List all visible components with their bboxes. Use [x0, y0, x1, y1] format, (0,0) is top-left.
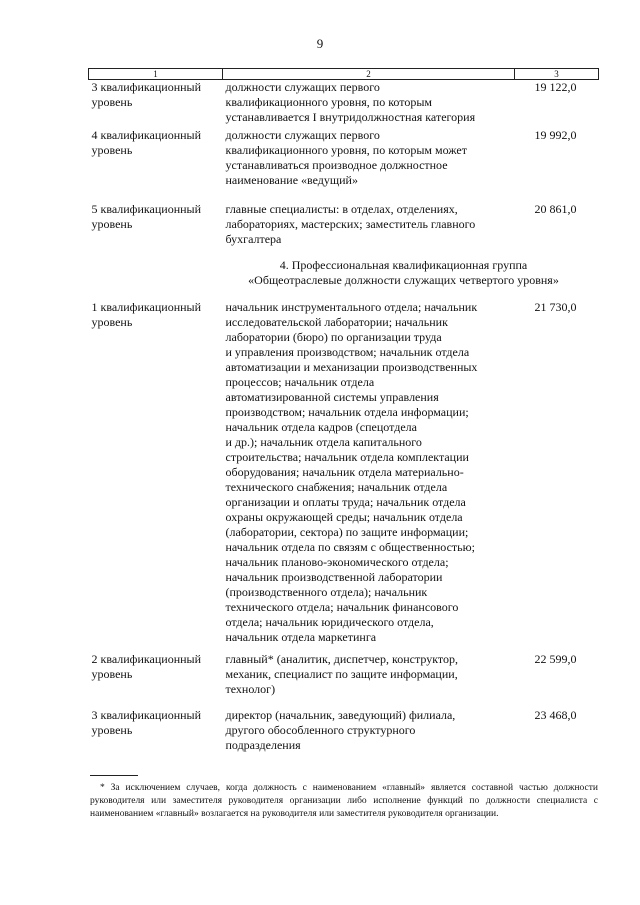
qualification-level: 3 квалификационный уровень — [91, 80, 202, 109]
column-header: 1 — [89, 69, 223, 80]
qualification-level: 3 квалификационный уровень — [91, 707, 202, 737]
salary-table — [88, 68, 599, 758]
table-header-row — [89, 69, 599, 80]
salary-value: 20 861,0 — [534, 201, 577, 216]
position-description: начальник инструментального отдела; начальник исследовательской лаборатории; начальник лаборатории (бюро) по организации труда и управления производством; начальник отдела автоматизации и механизации производственных процессов; начальник отдела автоматизированной системы управления производством; начальник отдела информации; начальник отдела кадров (спецотдела и др.); начальник отдела капитального строительства; начальник отдела комплектации оборудования; начальник отдела материально- технического снабжения; начальник отдела организации и оплаты труда; начальник отдела охраны окружающей среды; начальник отдела (лаборатории, сектора) по защите информации; начальник отдела по связям с общественностью; начальник планово-экономического отдела; начальник производственной лаборатории (производственного отдела); начальник технического отдела; начальник финансового отдела; начальник юридического отдела, начальник отдела маркетинга — [225, 299, 478, 644]
position-description: главный* (аналитик, диспетчер, конструктор, механик, специалист по защите информации, технолог) — [225, 651, 458, 696]
table-row — [89, 202, 599, 258]
position-description: главные специалисты: в отделах, отделениях, лабораториях, мастерских; заместитель главного бухгалтера — [225, 201, 476, 246]
qualification-level: 2 квалификационный уровень — [91, 651, 202, 681]
table-row — [89, 708, 599, 758]
group-heading-row — [89, 258, 599, 300]
salary-value: 21 730,0 — [534, 299, 577, 314]
table-row — [89, 128, 599, 202]
column-header: 2 — [223, 69, 515, 80]
position-description: должности служащих первого квалификационного уровня, по которым устанавливается I внутридолжностная категория — [225, 80, 476, 124]
position-description: должности служащих первого квалификационного уровня, по которым может устанавливаться производное должностное наименование «ведущий» — [225, 127, 467, 187]
page-number: 9 — [316, 36, 324, 51]
salary-value: 19 122,0 — [534, 80, 577, 94]
table-row — [89, 80, 599, 128]
salary-value: 23 468,0 — [534, 707, 577, 722]
salary-value: 19 992,0 — [534, 127, 577, 142]
group-heading: 4. Профессиональная квалификационная группа «Общеотраслевые должности служащих четвертого уровня» — [248, 257, 559, 287]
footnote: * За исключением случаев, когда должность с наименованием «главный» является составной частью должности руководителя или заместителя руководителя организации либо исполнение функций по должности специалиста с наименованием «главный» возлагается на руководителя или заместителя руководителя организации. — [90, 783, 598, 819]
table-row — [89, 652, 599, 708]
qualification-level: 4 квалификационный уровень — [91, 127, 202, 157]
table-row — [89, 300, 599, 652]
position-description: директор (начальник, заведующий) филиала, другого обособленного структурного подразделения — [225, 707, 456, 752]
qualification-level: 5 квалификационный уровень — [91, 201, 202, 231]
footnote-divider — [90, 775, 138, 776]
column-header: 3 — [515, 69, 599, 80]
salary-value: 22 599,0 — [534, 651, 577, 666]
qualification-level: 1 квалификационный уровень — [91, 299, 202, 329]
